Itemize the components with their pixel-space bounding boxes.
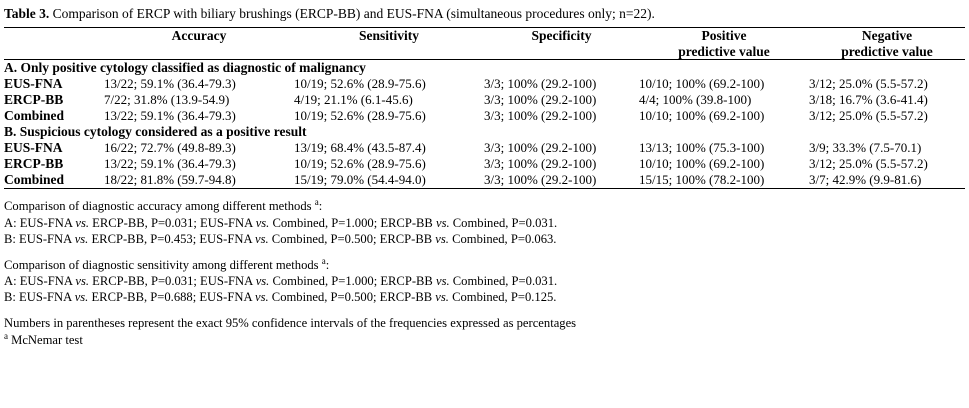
table-header-row	[4, 28, 965, 60]
header-blank	[4, 28, 104, 60]
caption-label: Table 3.	[4, 6, 50, 21]
header-ppv	[639, 28, 809, 60]
cell-accuracy: 13/22; 59.1% (36.4-79.3)	[104, 156, 236, 172]
table-notes	[0, 189, 969, 348]
accuracy-note-sup: a	[314, 197, 319, 208]
footnote-marker: a	[4, 331, 8, 342]
cell-sensitivity: 13/19; 68.4% (43.5-87.4)	[294, 140, 426, 156]
row-label-eus-fna-a: EUS-FNA	[4, 76, 63, 92]
table-row	[4, 76, 965, 92]
cell-sensitivity: 4/19; 21.1% (6.1-45.6)	[294, 92, 413, 108]
table-row	[4, 140, 965, 156]
parentheses-note: Numbers in parentheses represent the exact 95% confidence intervals of the frequencies expressed as percentages	[4, 316, 577, 331]
cell-npv: 3/12; 25.0% (5.5-57.2)	[809, 108, 928, 124]
cell-sensitivity: 15/19; 79.0% (54.4-94.0)	[294, 172, 484, 189]
results-table	[4, 27, 965, 189]
header-npv	[809, 28, 965, 60]
sensitivity-note-colon: :	[325, 257, 330, 272]
cell-npv: 3/12; 25.0% (5.5-57.2)	[809, 156, 928, 172]
sensitivity-note-sup: a	[321, 255, 326, 266]
cell-specificity: 3/3; 100% (29.2-100)	[484, 156, 597, 172]
section-header-a	[4, 60, 965, 77]
cell-sensitivity: 10/19; 52.6% (28.9-75.6)	[294, 76, 426, 92]
accuracy-note-b: B: EUS-FNA vs. ERCP-BB, P=0.453; EUS-FNA vs. Combined, P=0.500; ERCP-BB vs. Combined, P=0.063.	[4, 231, 557, 246]
cell-specificity: 3/3; 100% (29.2-100)	[484, 92, 597, 108]
cell-accuracy: 13/22; 59.1% (36.4-79.3)	[104, 76, 236, 92]
table-row	[4, 156, 965, 172]
header-npv-line2: predictive value	[841, 43, 933, 59]
cell-npv: 3/12; 25.0% (5.5-57.2)	[809, 76, 928, 92]
section-title-b: B. Suspicious cytology considered as a positive result	[4, 124, 307, 140]
row-label-combined-a: Combined	[4, 108, 65, 124]
cell-ppv: 13/13; 100% (75.3-100)	[639, 140, 765, 156]
header-specificity: Specificity	[484, 28, 639, 60]
footnote-mcnemar	[4, 331, 965, 348]
footnote-text: McNemar test	[8, 333, 83, 348]
cell-specificity: 3/3; 100% (29.2-100)	[484, 108, 597, 124]
cell-accuracy: 18/22; 81.8% (59.7-94.8)	[104, 172, 294, 189]
accuracy-note-heading	[4, 197, 965, 214]
accuracy-note-group	[4, 197, 965, 247]
section-title-a: A. Only positive cytology classified as diagnostic of malignancy	[4, 60, 965, 77]
footnote-group	[4, 315, 965, 348]
row-label-eus-fna-b: EUS-FNA	[4, 140, 63, 156]
accuracy-note-heading-text: Comparison of diagnostic accuracy among different methods	[4, 199, 315, 214]
header-npv-line1: Negative	[861, 28, 913, 44]
cell-sensitivity: 10/19; 52.6% (28.9-75.6)	[294, 108, 426, 124]
accuracy-note-colon: :	[318, 199, 323, 214]
table-caption	[0, 0, 969, 27]
section-header-b	[4, 124, 965, 140]
cell-specificity: 3/3; 100% (29.2-100)	[484, 76, 597, 92]
header-accuracy: Accuracy	[104, 28, 294, 60]
cell-specificity: 3/3; 100% (29.2-100)	[484, 140, 597, 156]
sensitivity-note-group	[4, 256, 965, 306]
table-row	[4, 108, 965, 124]
row-label-ercp-bb-b: ERCP-BB	[4, 156, 64, 172]
cell-accuracy: 13/22; 59.1% (36.4-79.3)	[104, 108, 236, 124]
header-ppv-line1: Positive	[701, 28, 747, 44]
sensitivity-note-b: B: EUS-FNA vs. ERCP-BB, P=0.688; EUS-FNA vs. Combined, P=0.500; ERCP-BB vs. Combined, P=0.125.	[4, 290, 557, 305]
cell-ppv: 10/10; 100% (69.2-100)	[639, 156, 765, 172]
sensitivity-note-a: A: EUS-FNA vs. ERCP-BB, P=0.031; EUS-FNA vs. Combined, P=1.000; ERCP-BB vs. Combined, P=0.031.	[4, 274, 558, 289]
table-row	[4, 92, 965, 108]
caption-text: Comparison of ERCP with biliary brushings (ERCP-BB) and EUS-FNA (simultaneous procedures only; n=22).	[49, 6, 655, 21]
cell-sensitivity: 10/19; 52.6% (28.9-75.6)	[294, 156, 426, 172]
cell-npv: 3/7; 42.9% (9.9-81.6)	[809, 172, 965, 189]
cell-ppv: 10/10; 100% (69.2-100)	[639, 76, 765, 92]
sensitivity-note-heading-text: Comparison of diagnostic sensitivity among different methods	[4, 257, 322, 272]
row-label-combined-b: Combined	[4, 172, 104, 189]
row-label-ercp-bb-a: ERCP-BB	[4, 92, 64, 108]
cell-ppv: 10/10; 100% (69.2-100)	[639, 108, 765, 124]
cell-npv: 3/18; 16.7% (3.6-41.4)	[809, 92, 928, 108]
cell-accuracy: 16/22; 72.7% (49.8-89.3)	[104, 140, 236, 156]
sensitivity-note-heading	[4, 256, 965, 273]
cell-ppv: 15/15; 100% (78.2-100)	[639, 172, 809, 189]
cell-accuracy: 7/22; 31.8% (13.9-54.9)	[104, 92, 230, 108]
cell-specificity: 3/3; 100% (29.2-100)	[484, 172, 639, 189]
cell-npv: 3/9; 33.3% (7.5-70.1)	[809, 140, 922, 156]
table-row	[4, 172, 965, 189]
accuracy-note-a: A: EUS-FNA vs. ERCP-BB, P=0.031; EUS-FNA vs. Combined, P=1.000; ERCP-BB vs. Combined, P=0.031.	[4, 215, 558, 230]
header-sensitivity: Sensitivity	[294, 28, 484, 60]
cell-ppv: 4/4; 100% (39.8-100)	[639, 92, 752, 108]
header-ppv-line2: predictive value	[678, 43, 770, 59]
